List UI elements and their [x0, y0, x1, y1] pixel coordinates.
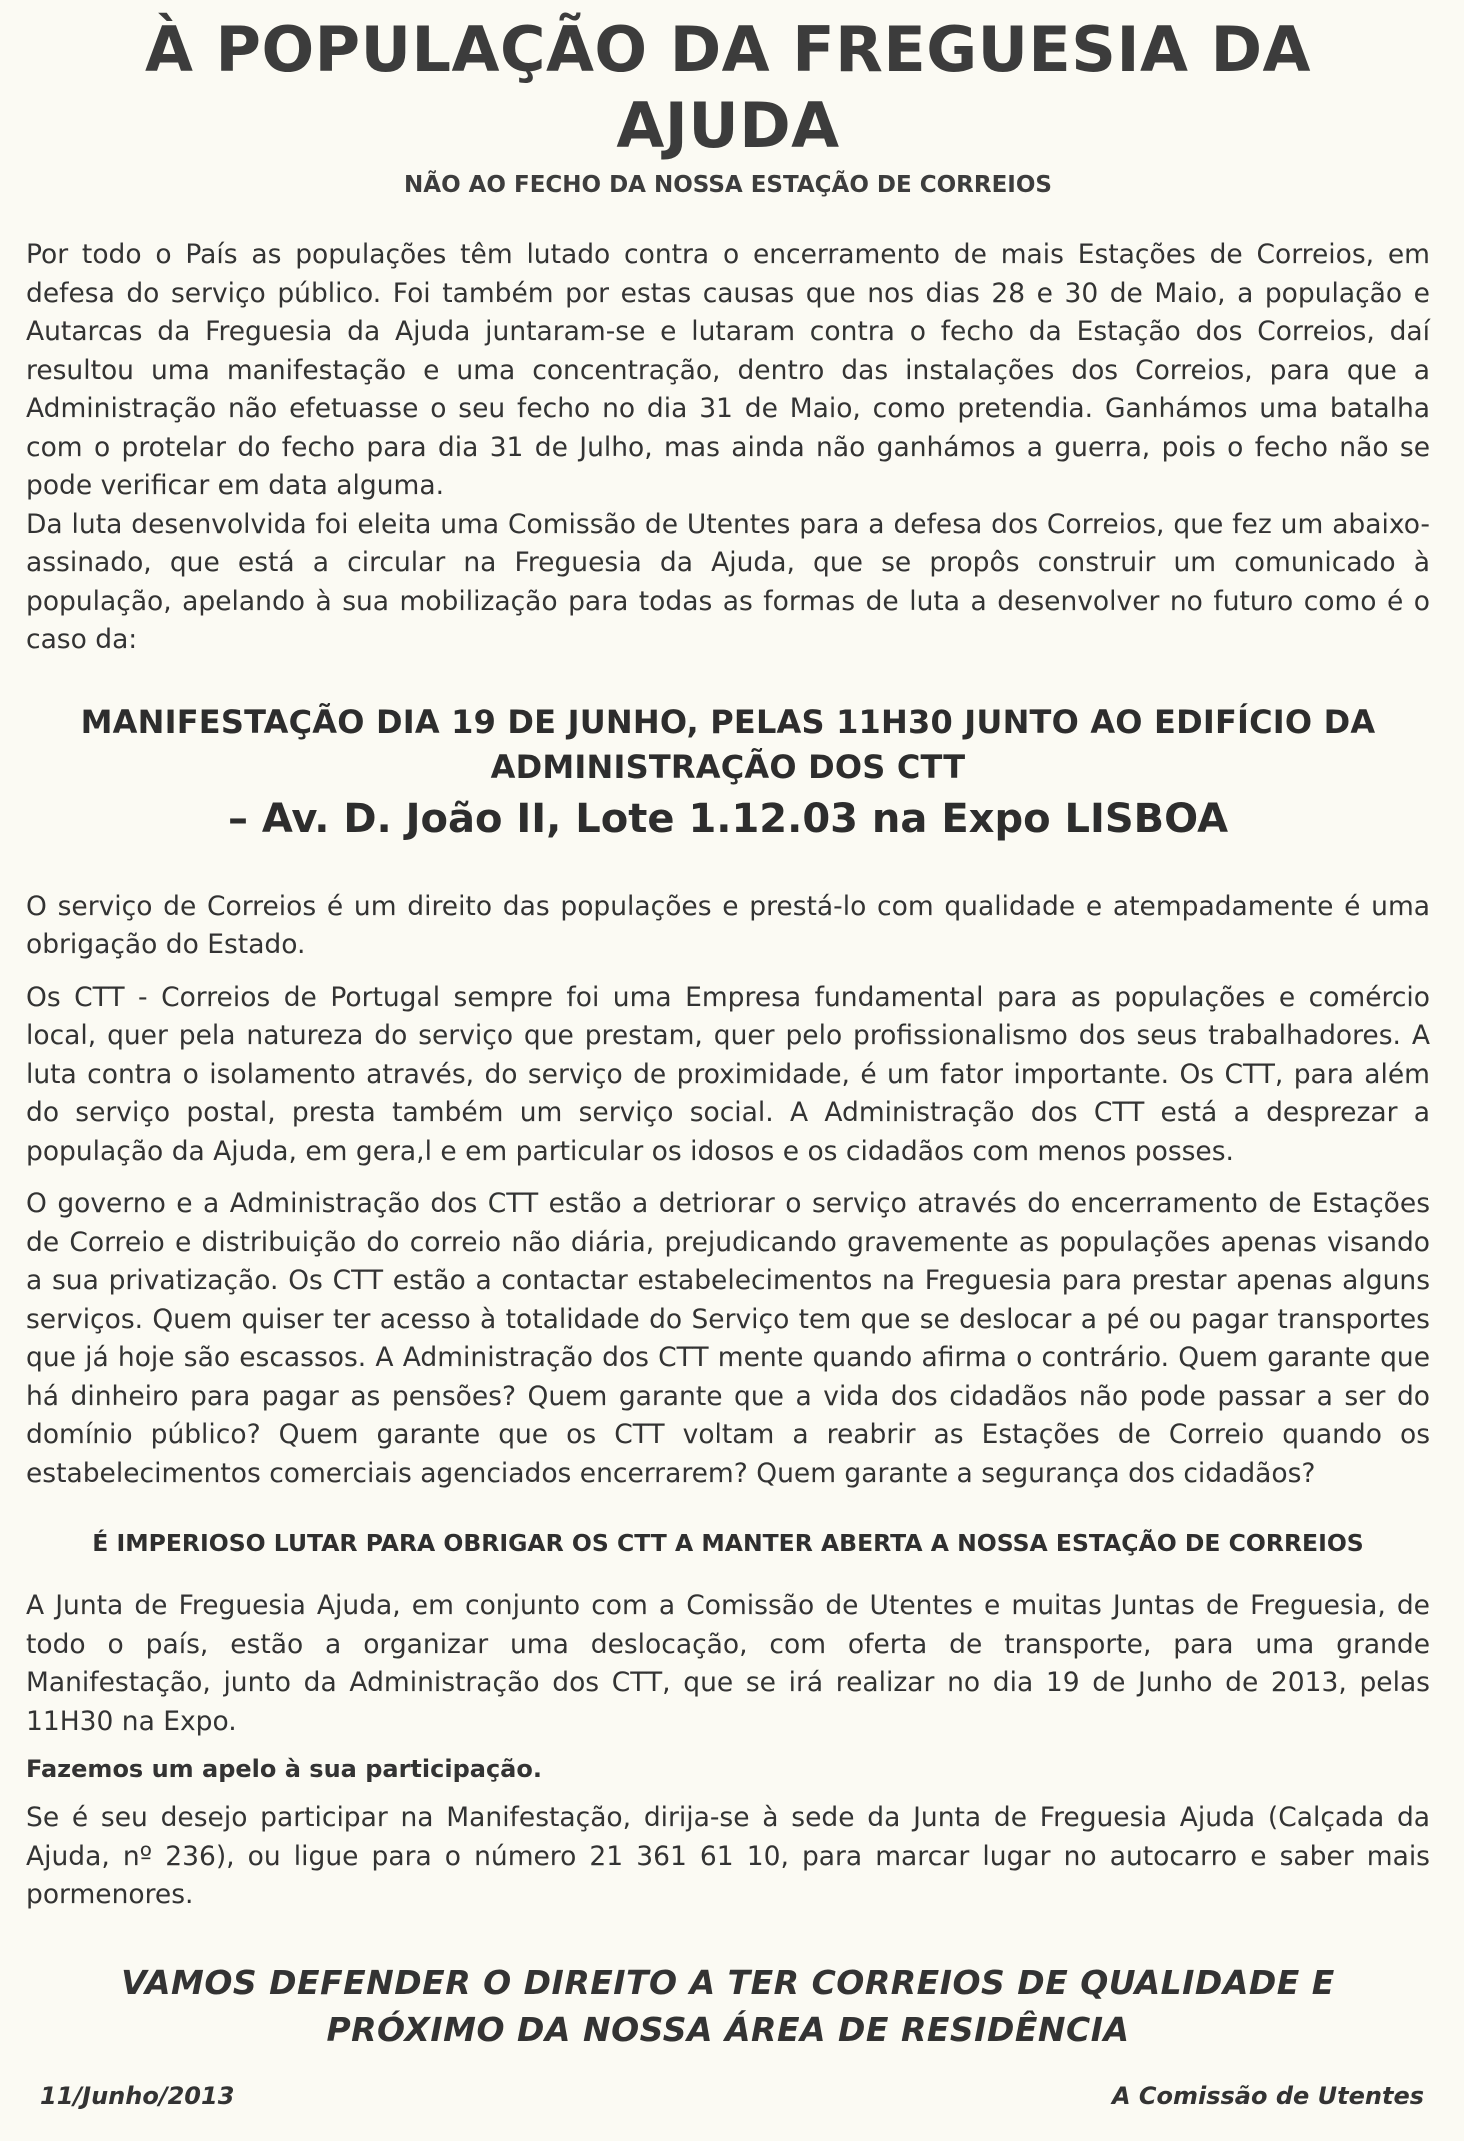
- intro-paragraph-2: Da luta desenvolvida foi eleita uma Comissão de Utentes para a defesa dos Correios, que fez um abaixo-assinado, que está a circular na Freguesia da Ajuda, que se propôs construir um comunicado à população, apelando à sua mobilização para todas as formas de luta a desenvolver no futuro como é o caso da:: [26, 508, 1430, 655]
- body-paragraph-2: Os CTT - Correios de Portugal sempre foi uma Empresa fundamental para as populações e comércio local, quer pela natureza do serviço que prestam, quer pelo profissionalismo dos seus trabalhadores. A luta contra o isolamento através, do serviço de proximidade, é um fator importante. Os CTT, para além do serviço postal, presta também um serviço social. A Administração dos CTT está a desprezar a população da Ajuda, em gera,l e em particular os idosos e os cidadãos com menos posses.: [26, 981, 1430, 1167]
- appeal-line: Fazemos um apelo à sua participação.: [26, 1755, 542, 1783]
- body-paragraph-1: O serviço de Correios é um direito das populações e prestá-lo com qualidade e atempadamente é uma obrigação do Estado.: [26, 890, 1430, 960]
- intro-paragraph-1: Por todo o País as populações têm lutado contra o encerramento de mais Estações de Correios, em defesa do serviço público. Foi também por estas causas que nos dias 28 e 30 de Maio, a população e Autarcas da Freguesia da Ajuda juntaram-se e lutaram contra o fecho da Estação dos Correios, daí resultou uma manifestação e uma concentração, dentro das instalações dos Correios, para que a Administração não efetuasse o seu fecho no dia 31 de Maio, como pretendia. Ganhámos uma batalha com o protelar do fecho para dia 31 de Julho, mas ainda não ganhámos a guerra, pois o fecho não se pode verificar em data alguma.: [26, 239, 1430, 501]
- call-paragraph-2: Se é seu desejo participar na Manifestação, dirija-se à sede da Junta de Freguesia Ajuda (Calçada da Ajuda, nº 236), ou ligue para o número 21 361 61 10, para marcar lugar no autocarro e saber mais pormenores.: [26, 1802, 1430, 1910]
- footer-signature: A Comissão de Utentes: [1111, 2082, 1424, 2110]
- page-subtitle: NÃO AO FECHO DA NOSSA ESTAÇÃO DE CORREIOS: [404, 172, 1052, 198]
- footer: [40, 2082, 1424, 2110]
- call-heading: É IMPERIOSO LUTAR PARA OBRIGAR OS CTT A MANTER ABERTA A NOSSA ESTAÇÃO DE CORREIOS: [92, 1529, 1364, 1557]
- slogan: VAMOS DEFENDER O DIREITO A TER CORREIOS DE QUALIDADE E PRÓXIMO DA NOSSA ÁREA DE RESIDÊNCIA: [121, 1962, 1335, 2049]
- body-paragraph-3: O governo e a Administração dos CTT estão a detriorar o serviço através do encerramento de Estações de Correio e distribuição do correio não diária, prejudicando gravemente as populações apenas visando a sua privatização. Os CTT estão a contactar estabelecimentos na Freguesia para prestar apenas alguns serviços. Quem quiser ter acesso à totalidade do Serviço tem que se deslocar a pé ou pagar transportes que já hoje são escassos. A Administração dos CTT mente quando afirma o contrário. Quem garante que há dinheiro para pagar as pensões? Quem garante que a vida dos cidadãos não pode passar a ser do domínio público? Quem garante que os CTT voltam a reabrir as Estações de Correio quando os estabelecimentos comerciais agenciados encerrarem? Quem garante a segurança dos cidadãos?: [26, 1188, 1430, 1489]
- event-title: MANIFESTAÇÃO DIA 19 DE JUNHO, PELAS 11H30 JUNTO AO EDIFÍCIO DA ADMINISTRAÇÃO DOS CTT: [80, 702, 1376, 786]
- footer-date: 11/Junho/2013: [40, 2082, 235, 2110]
- call-paragraph-1: A Junta de Freguesia Ajuda, em conjunto com a Comissão de Utentes e muitas Juntas de Freguesia, de todo o país, estão a organizar uma deslocação, com oferta de transporte, para uma grande Manifestação, junto da Administração dos CTT, que se irá realizar no dia 19 de Junho de 2013, pelas 11H30 na Expo.: [26, 1590, 1430, 1737]
- page-title: À POPULAÇÃO DA FREGUESIA DA AJUDA: [144, 13, 1312, 162]
- event-address: – Av. D. João II, Lote 1.12.03 na Expo LISBOA: [227, 795, 1229, 842]
- event-announcement: [26, 700, 1430, 848]
